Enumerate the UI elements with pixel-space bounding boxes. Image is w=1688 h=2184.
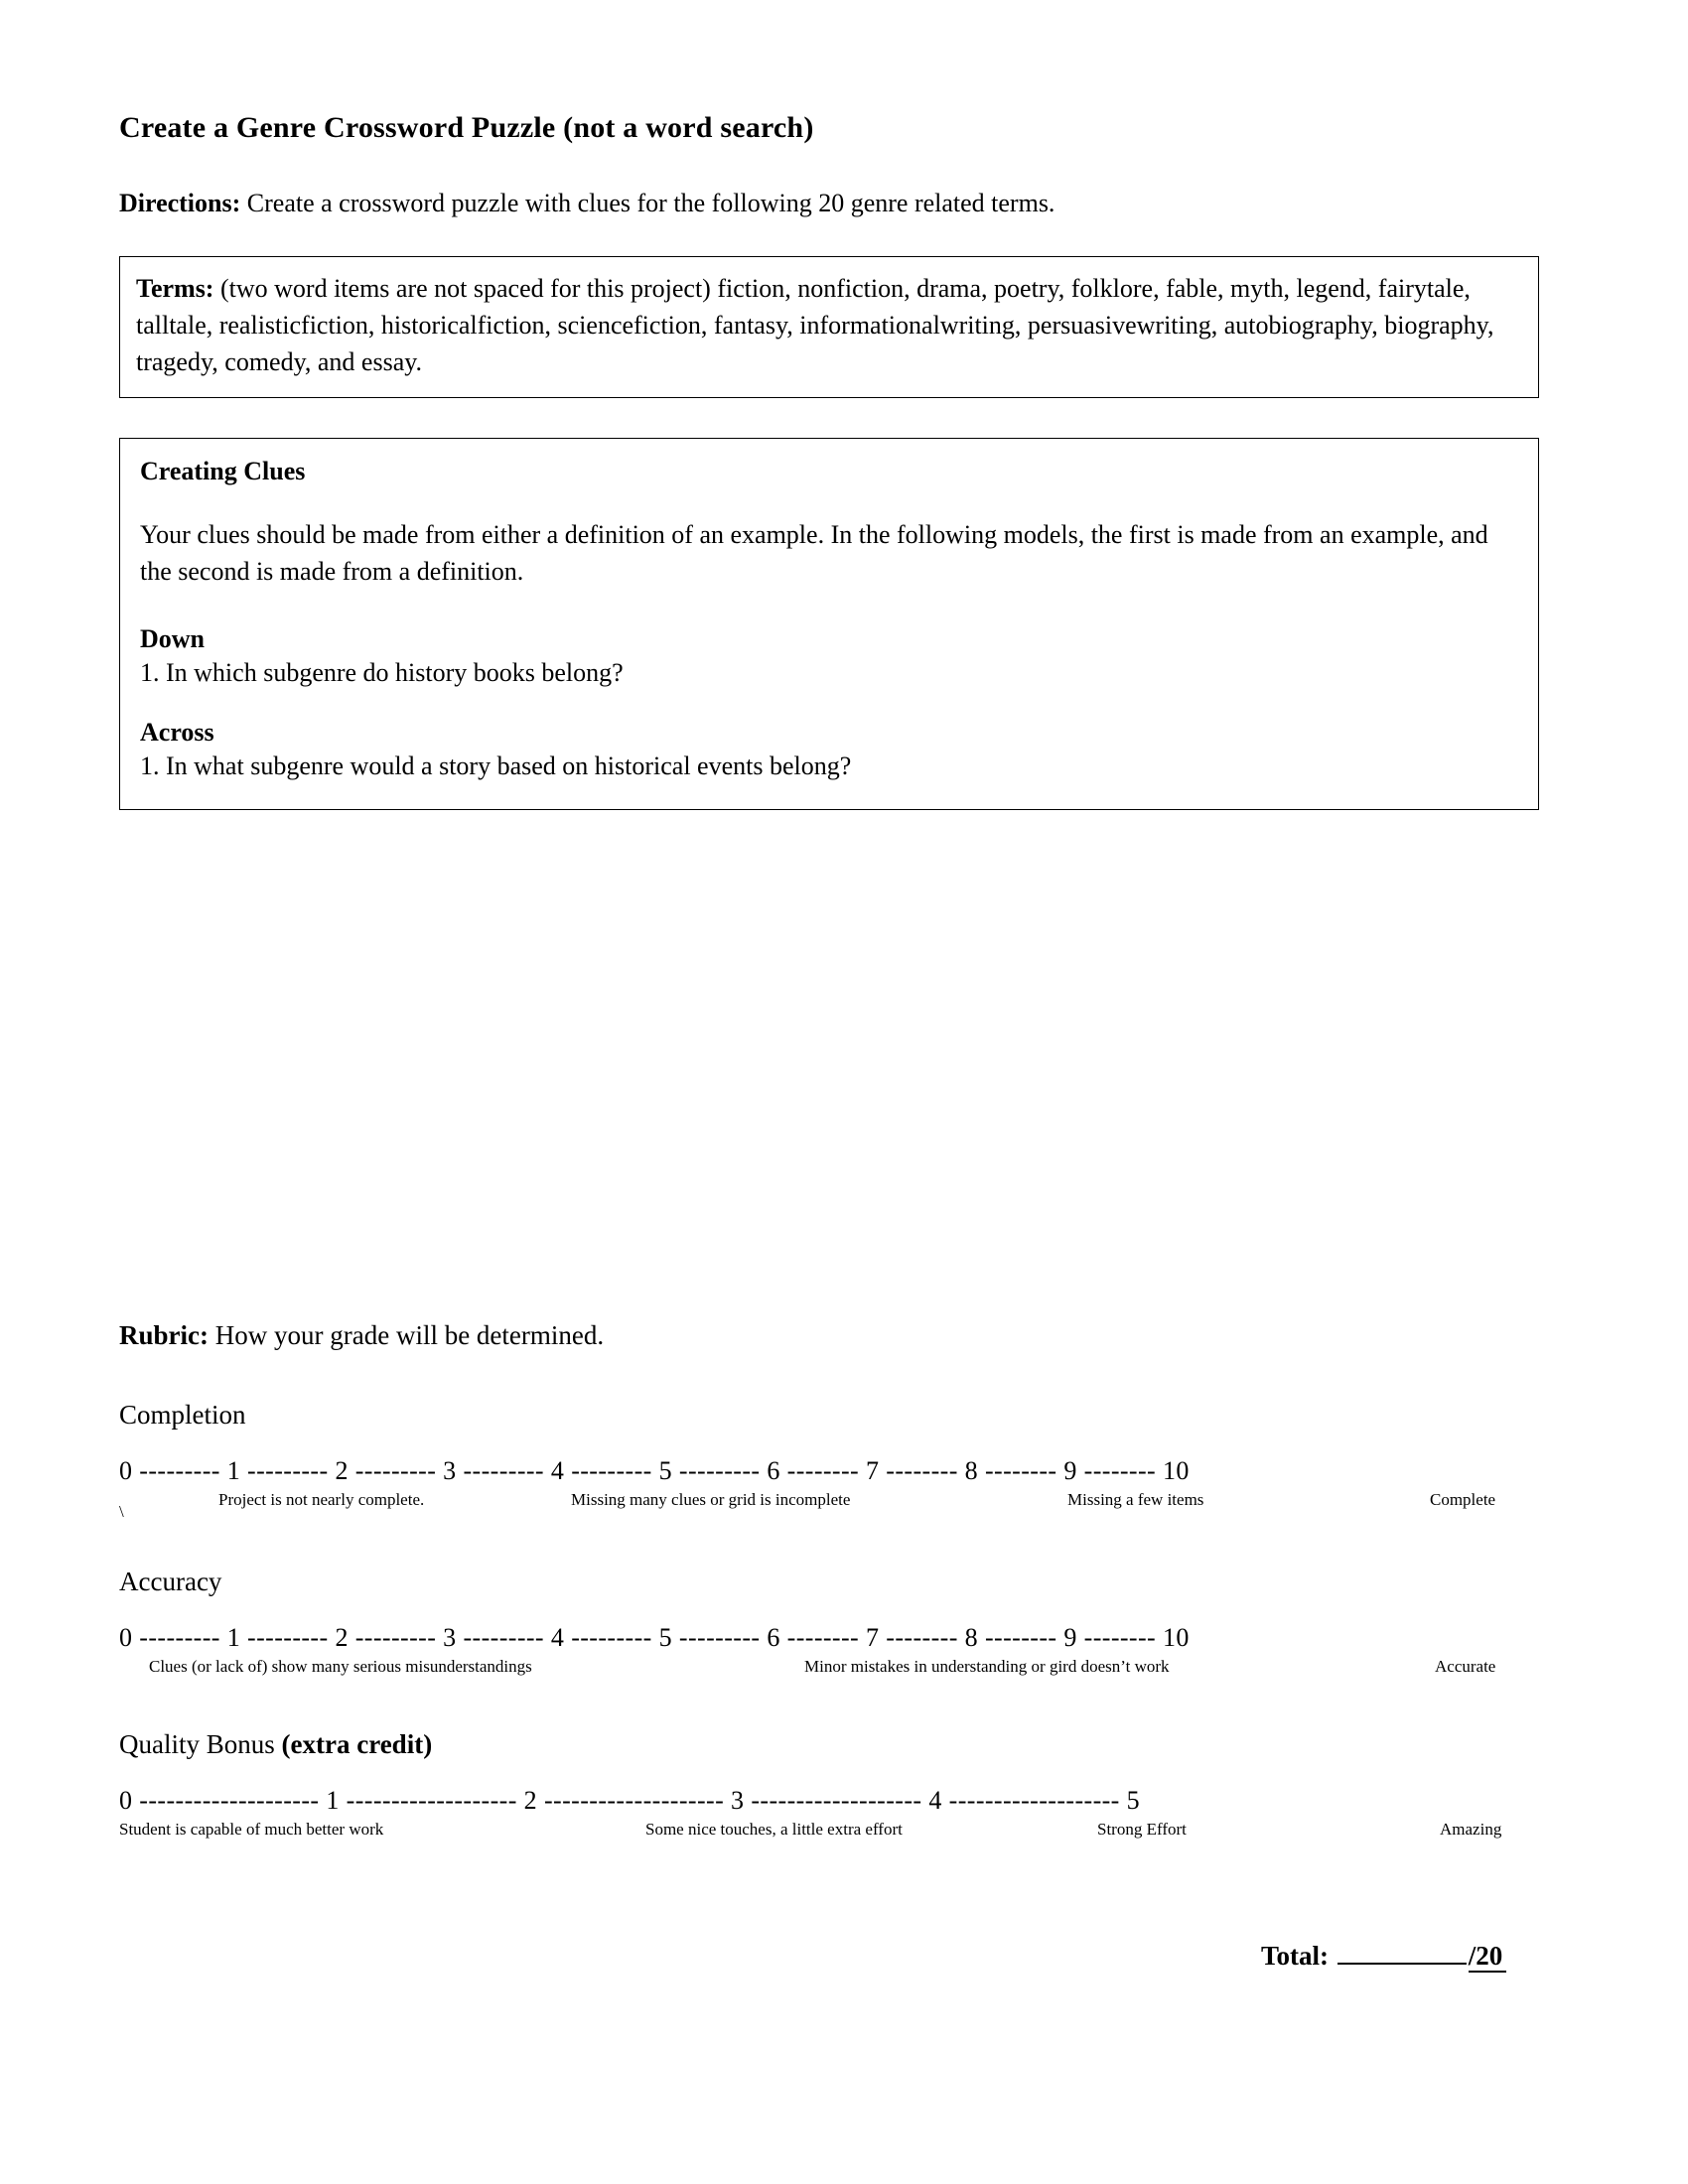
directions-text: Create a crossword puzzle with clues for the following 20 genre related terms. (240, 189, 1055, 217)
across-clue: 1. In what subgenre would a story based on historical events belong? (140, 751, 852, 781)
criterion-descriptors (119, 1657, 1549, 1687)
creating-clues-heading: Creating Clues (140, 456, 306, 485)
criterion-name: Accuracy (119, 1567, 222, 1596)
rubric-text: How your grade will be determined. (209, 1320, 605, 1350)
directions-line (119, 189, 1539, 218)
criterion-name: Quality Bonus (extra credit) (119, 1729, 433, 1759)
rubric-criterion-accuracy (119, 1567, 1549, 1687)
descriptor: Minor mistakes in understanding or gird doesn’t work (804, 1657, 1170, 1676)
directions-label: Directions: (119, 189, 241, 217)
total-label: Total: (1261, 1941, 1330, 1971)
descriptor: Accurate (1435, 1657, 1496, 1676)
terms-box (119, 256, 1539, 398)
total-score-blank[interactable] (1337, 1963, 1467, 1965)
rubric-criterion-quality-bonus (119, 1729, 1549, 1849)
criterion-name: Completion (119, 1400, 246, 1430)
down-clue: 1. In which subgenre do history books belong? (140, 658, 624, 688)
descriptor: Strong Effort (1097, 1820, 1187, 1839)
criterion-scale: 0 --------- 1 --------- 2 --------- 3 --------- 4 --------- 5 --------- 6 -------- 7 -------- 8 -------- 9 -------- 10 (119, 1623, 1190, 1652)
creating-clues-box (119, 438, 1539, 810)
criterion-descriptors (119, 1490, 1549, 1520)
descriptor: Student is capable of much better work (119, 1820, 384, 1839)
across-label: Across (140, 718, 214, 748)
stray-mark: \ (119, 1502, 124, 1521)
descriptor: Clues (or lack of) show many serious misunderstandings (149, 1657, 532, 1676)
criterion-scale: 0 --------- 1 --------- 2 --------- 3 --------- 4 --------- 5 --------- 6 -------- 7 -------- 8 -------- 9 -------- 10 (119, 1456, 1190, 1485)
descriptor: Missing many clues or grid is incomplete (571, 1490, 851, 1509)
rubric-criterion-completion (119, 1400, 1549, 1520)
down-label: Down (140, 624, 206, 654)
criterion-descriptors (119, 1820, 1549, 1849)
descriptor: Amazing (1440, 1820, 1502, 1839)
descriptor: Some nice touches, a little extra effort (645, 1820, 903, 1839)
total-score-line (1261, 1941, 1506, 1972)
rubric-label: Rubric: (119, 1320, 209, 1350)
creating-clues-intro: Your clues should be made from either a definition of an example. In the following models, the first is made from an example, and the second is made from a definition. (140, 519, 1488, 587)
descriptor: Project is not nearly complete. (218, 1490, 425, 1509)
terms-label: Terms: (136, 274, 214, 303)
page-title: Create a Genre Crossword Puzzle (not a word search) (119, 111, 814, 144)
criterion-scale: 0 -------------------- 1 ------------------- 2 -------------------- 3 ------------------- 4 ------------------- 5 (119, 1786, 1141, 1815)
rubric-heading (119, 1320, 604, 1351)
descriptor: Missing a few items (1067, 1490, 1204, 1509)
terms-text: (two word items are not spaced for this project) fiction, nonfiction, drama, poetry, folklore, fable, myth, legend, fairytale, talltale, realisticfiction, historicalfiction, sciencefiction, fantasy, informationalwriting, persuasivewriting, autobiography, biography, tragedy, comedy, and essay. (136, 274, 1494, 376)
total-out-of: /20 (1469, 1941, 1507, 1973)
descriptor: Complete (1430, 1490, 1496, 1509)
